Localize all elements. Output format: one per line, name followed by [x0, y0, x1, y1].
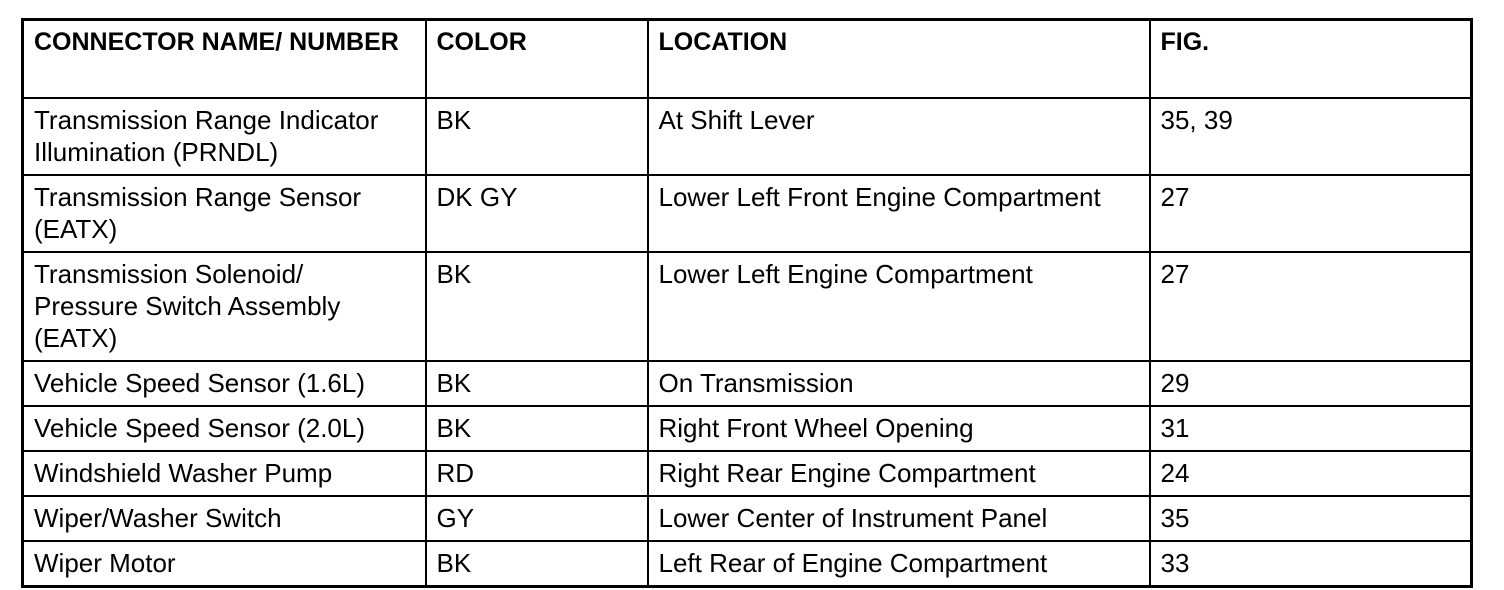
cell-fig: 31 — [1150, 406, 1472, 451]
header-location: LOCATION — [648, 20, 1150, 99]
table-row — [23, 252, 1472, 361]
cell-connector-name: Transmission Range Indicator Illumination (PRNDL) — [23, 98, 426, 175]
cell-fig: 33 — [1150, 541, 1472, 587]
connector-table — [21, 18, 1473, 588]
header-color: COLOR — [426, 20, 648, 99]
cell-connector-name: Transmission Solenoid/ Pressure Switch Assembly (EATX) — [23, 252, 426, 361]
cell-color: GY — [426, 496, 648, 541]
table-row — [23, 541, 1472, 587]
cell-location: Right Front Wheel Opening — [648, 406, 1150, 451]
cell-connector-name: Transmission Range Sensor (EATX) — [23, 175, 426, 252]
table-row — [23, 406, 1472, 451]
cell-color: BK — [426, 98, 648, 175]
cell-color: BK — [426, 541, 648, 587]
header-connector-name: CONNECTOR NAME/ NUMBER — [23, 20, 426, 99]
cell-location: Lower Left Engine Compartment — [648, 252, 1150, 361]
cell-connector-name: Wiper Motor — [23, 541, 426, 587]
table-row — [23, 175, 1472, 252]
cell-fig: 27 — [1150, 175, 1472, 252]
cell-color: BK — [426, 361, 648, 406]
cell-fig: 24 — [1150, 451, 1472, 496]
table-row — [23, 496, 1472, 541]
table-row — [23, 361, 1472, 406]
cell-location: Lower Center of Instrument Panel — [648, 496, 1150, 541]
cell-fig: 27 — [1150, 252, 1472, 361]
cell-color: BK — [426, 406, 648, 451]
cell-connector-name: Wiper/Washer Switch — [23, 496, 426, 541]
cell-connector-name: Vehicle Speed Sensor (1.6L) — [23, 361, 426, 406]
cell-connector-name: Windshield Washer Pump — [23, 451, 426, 496]
cell-fig: 35, 39 — [1150, 98, 1472, 175]
table-row — [23, 451, 1472, 496]
cell-fig: 35 — [1150, 496, 1472, 541]
cell-color: BK — [426, 252, 648, 361]
cell-fig: 29 — [1150, 361, 1472, 406]
table-row — [23, 98, 1472, 175]
header-fig: FIG. — [1150, 20, 1472, 99]
cell-connector-name: Vehicle Speed Sensor (2.0L) — [23, 406, 426, 451]
cell-location: Lower Left Front Engine Compartment — [648, 175, 1150, 252]
cell-location: Left Rear of Engine Compartment — [648, 541, 1150, 587]
cell-color: DK GY — [426, 175, 648, 252]
cell-location: On Transmission — [648, 361, 1150, 406]
cell-color: RD — [426, 451, 648, 496]
cell-location: At Shift Lever — [648, 98, 1150, 175]
cell-location: Right Rear Engine Compartment — [648, 451, 1150, 496]
table-header-row — [23, 20, 1472, 99]
